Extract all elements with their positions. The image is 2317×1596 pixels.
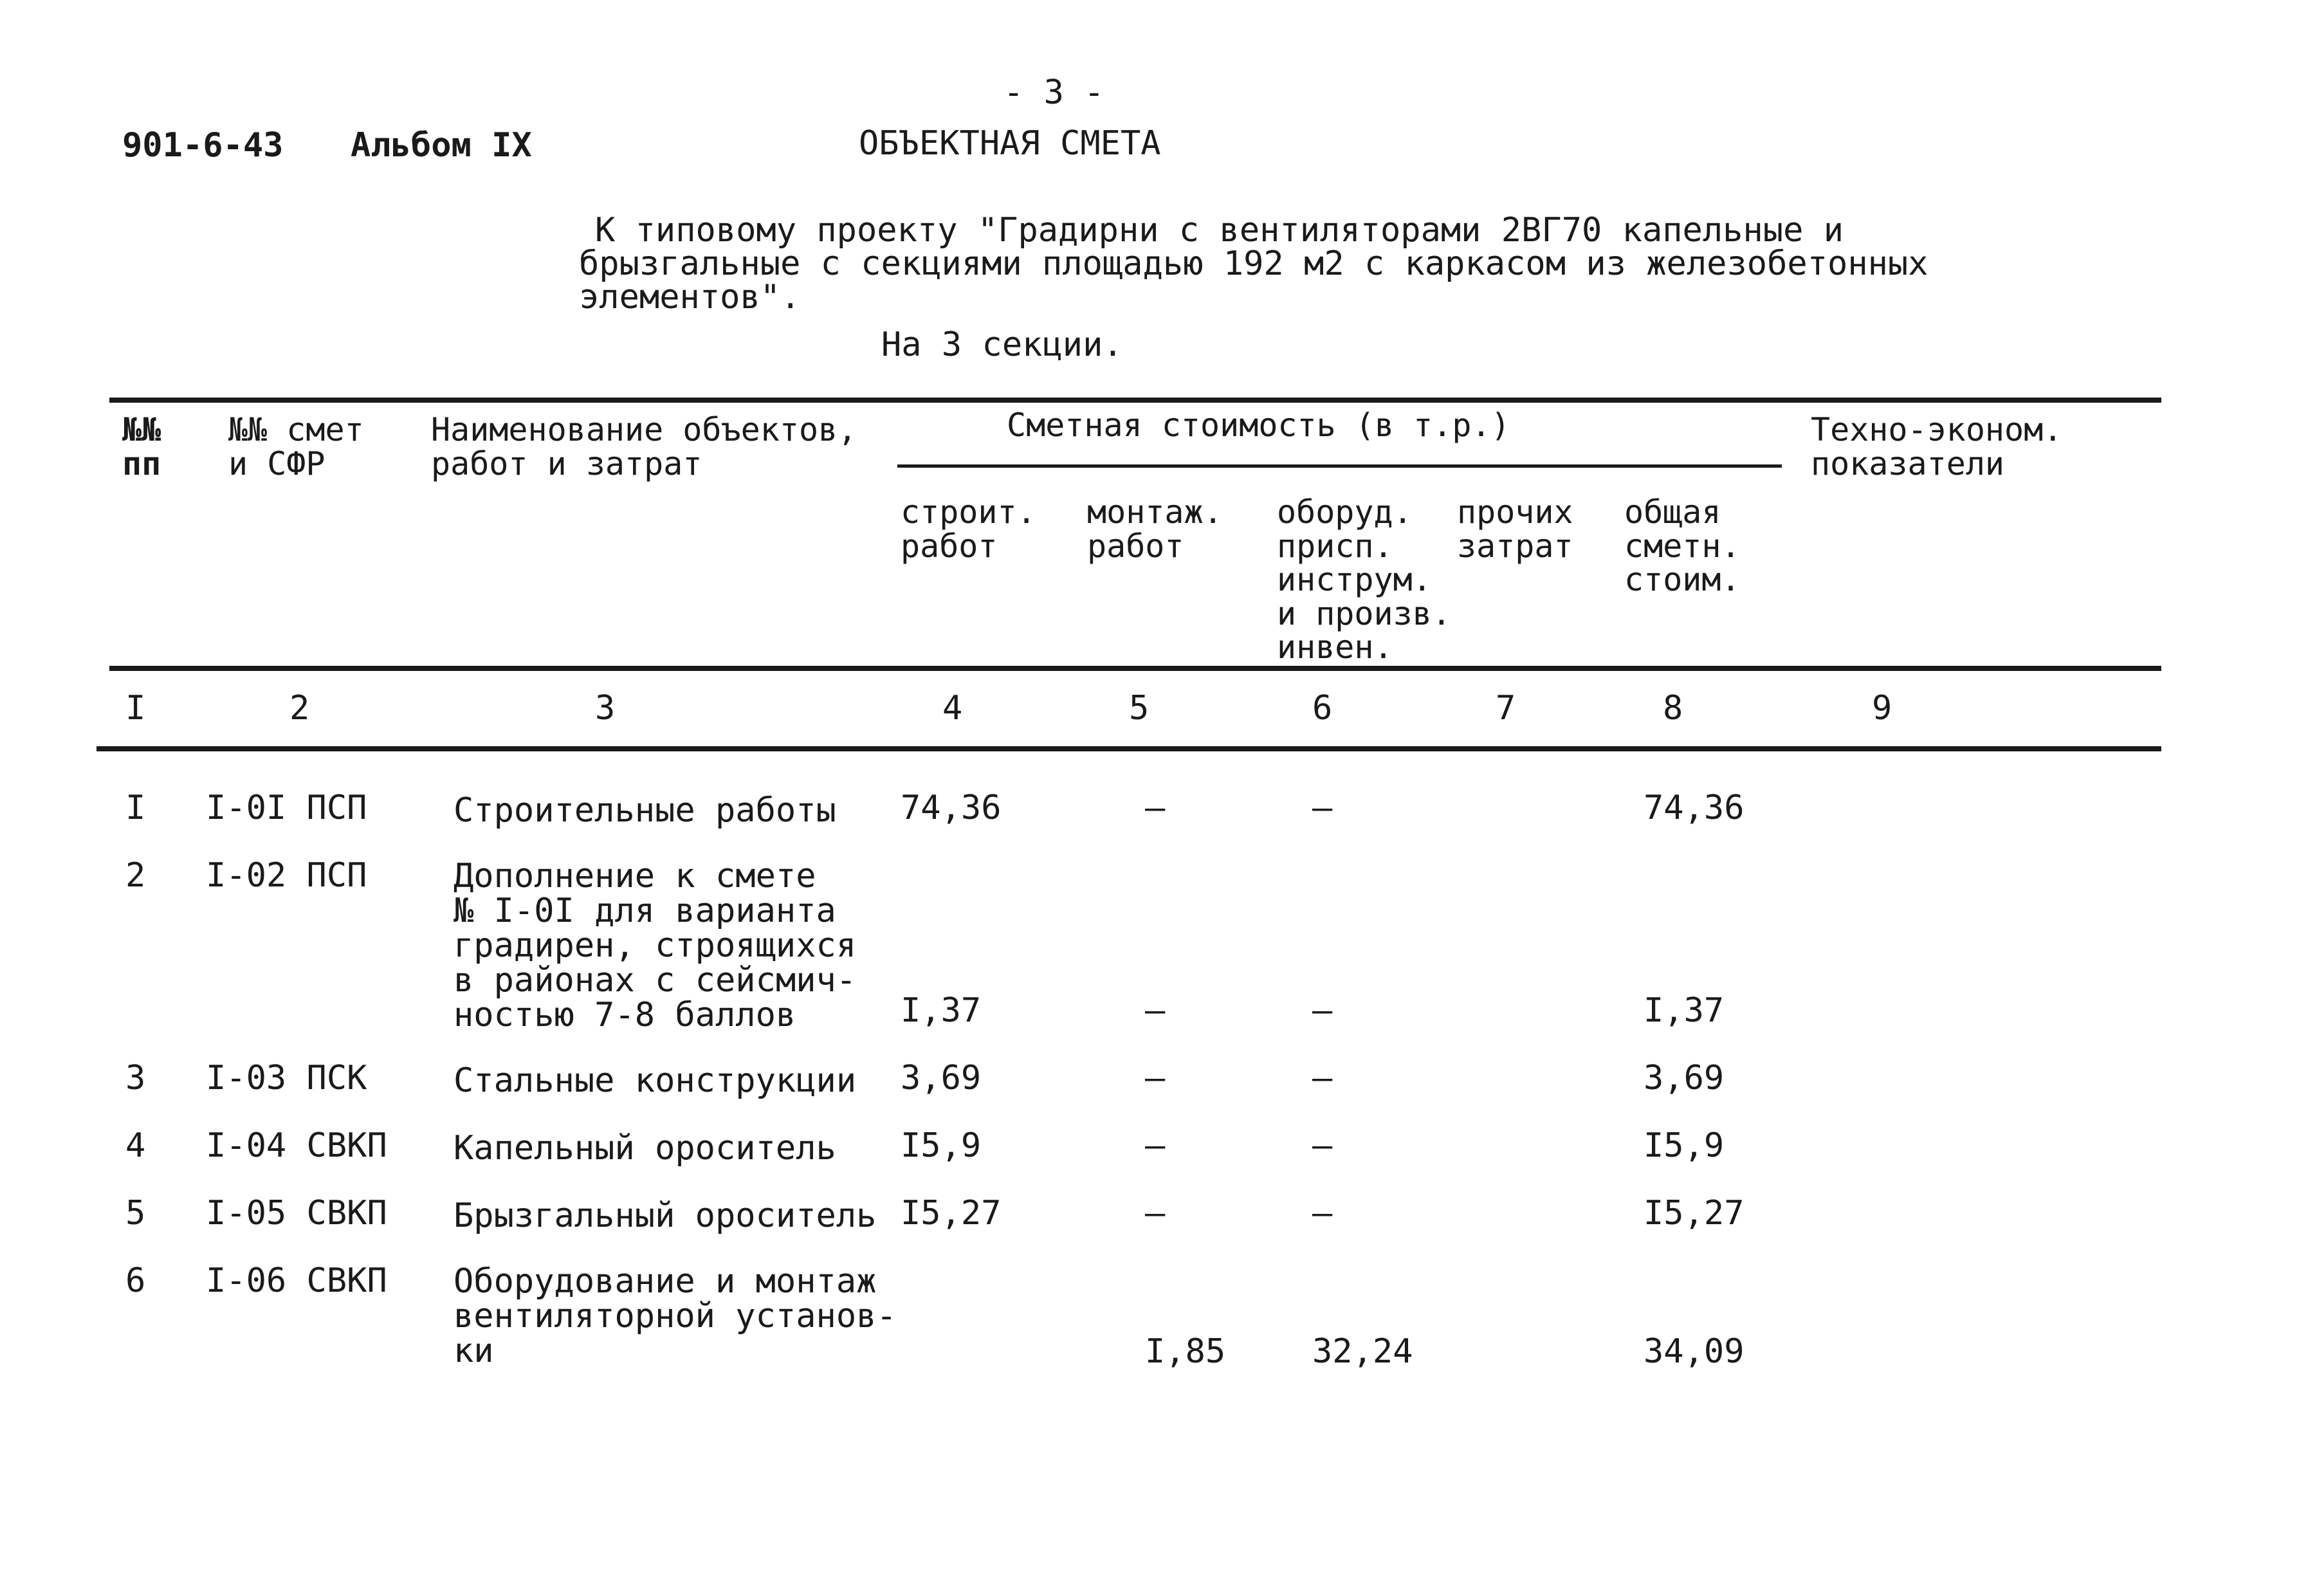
row-installation: – bbox=[1145, 1059, 1166, 1097]
row-installation: – bbox=[1145, 789, 1166, 827]
document-code: 901-6-43 bbox=[122, 126, 284, 165]
column-header-name: Наименование объектов, работ и затрат bbox=[431, 411, 857, 482]
row-estimate: I-05 СВКП bbox=[206, 1194, 387, 1233]
row-num: 6 bbox=[125, 1261, 146, 1300]
album-label: Альбом IX bbox=[351, 126, 532, 165]
row-construction: I5,27 bbox=[901, 1194, 1002, 1233]
row-estimate: I-02 ПСП bbox=[206, 856, 367, 895]
column-number: 4 bbox=[942, 689, 963, 728]
row-total: 3,69 bbox=[1644, 1059, 1725, 1097]
column-number: 9 bbox=[1872, 689, 1892, 728]
row-equipment: – bbox=[1312, 991, 1333, 1030]
row-name: Оборудование и монтаж вентиляторной установ- ки bbox=[453, 1262, 897, 1371]
column-header-total: общая сметн. стоим. bbox=[1624, 493, 1741, 598]
row-estimate: I-04 СВКП bbox=[206, 1126, 387, 1165]
column-header-indicators: Техно-эконом. показатели bbox=[1811, 411, 2063, 482]
row-total: I,37 bbox=[1644, 991, 1725, 1030]
column-number: 3 bbox=[595, 689, 616, 728]
row-total: 34,09 bbox=[1644, 1332, 1745, 1371]
row-equipment: – bbox=[1312, 1126, 1333, 1165]
column-number: 7 bbox=[1496, 689, 1516, 728]
page-number: - 3 - bbox=[1003, 73, 1104, 112]
column-header-cost-group: Сметная стоимость (в т.р.) bbox=[1007, 407, 1510, 444]
column-header-num: №№ пп bbox=[122, 411, 161, 482]
column-header-other: прочих затрат bbox=[1457, 493, 1573, 565]
column-number: I bbox=[125, 689, 146, 728]
row-name: Стальные конструкции bbox=[453, 1061, 857, 1100]
row-estimate: I-03 ПСК bbox=[206, 1059, 367, 1097]
row-construction: I,37 bbox=[901, 991, 982, 1030]
sections-subtitle: На 3 секции. bbox=[881, 326, 1123, 364]
column-numbers-rule bbox=[96, 746, 2161, 751]
row-installation: I,85 bbox=[1145, 1332, 1226, 1371]
document-title: ОБЪЕКТНАЯ СМЕТА bbox=[859, 124, 1161, 163]
row-construction: 3,69 bbox=[901, 1059, 982, 1097]
row-num: 4 bbox=[125, 1126, 146, 1165]
row-equipment: 32,24 bbox=[1312, 1332, 1413, 1371]
row-estimate: I-0I ПСП bbox=[206, 789, 367, 827]
row-equipment: – bbox=[1312, 1194, 1333, 1233]
cost-group-rule bbox=[897, 464, 1782, 468]
row-name: Брызгальный ороситель bbox=[453, 1197, 877, 1235]
row-name: Капельный ороситель bbox=[453, 1129, 836, 1168]
column-header-equipment: оборуд. присп. инструм. и произв. инвен. bbox=[1277, 493, 1451, 666]
table-top-rule bbox=[109, 398, 2161, 403]
project-description-line-3: элементов". bbox=[579, 278, 801, 316]
row-installation: – bbox=[1145, 1194, 1166, 1233]
row-equipment: – bbox=[1312, 789, 1333, 827]
row-total: 74,36 bbox=[1644, 789, 1745, 827]
project-description-line-2: брызгальные с секциями площадью 192 м2 с каркасом из железобетонных bbox=[579, 244, 1928, 283]
row-total: I5,9 bbox=[1644, 1126, 1725, 1165]
row-num: 2 bbox=[125, 856, 146, 895]
row-num: I bbox=[125, 789, 146, 827]
row-installation: – bbox=[1145, 991, 1166, 1030]
row-total: I5,27 bbox=[1644, 1194, 1745, 1233]
column-header-construction: строит. работ bbox=[901, 493, 1036, 565]
row-construction: 74,36 bbox=[901, 789, 1002, 827]
row-installation: – bbox=[1145, 1126, 1166, 1165]
row-construction: I5,9 bbox=[901, 1126, 982, 1165]
column-number: 6 bbox=[1312, 689, 1333, 728]
column-number: 5 bbox=[1129, 689, 1149, 728]
row-num: 5 bbox=[125, 1194, 146, 1233]
column-header-estimate: №№ смет и СФР bbox=[228, 411, 364, 482]
column-number: 2 bbox=[289, 689, 310, 728]
row-name: Дополнение к смете № I-0I для варианта градирен, строящихся в районах с сейсмич- ностью 7-8 баллов bbox=[453, 857, 857, 1035]
row-estimate: I-06 СВКП bbox=[206, 1261, 387, 1300]
row-equipment: – bbox=[1312, 1059, 1333, 1097]
project-description-line-1: К типовому проекту "Градирни с вентиляторами 2ВГ70 капельные и bbox=[595, 211, 1844, 250]
header-bottom-rule bbox=[109, 666, 2161, 671]
column-header-installation: монтаж. работ bbox=[1087, 493, 1223, 565]
column-number: 8 bbox=[1663, 689, 1683, 728]
row-name: Строительные работы bbox=[453, 791, 836, 830]
row-num: 3 bbox=[125, 1059, 146, 1097]
